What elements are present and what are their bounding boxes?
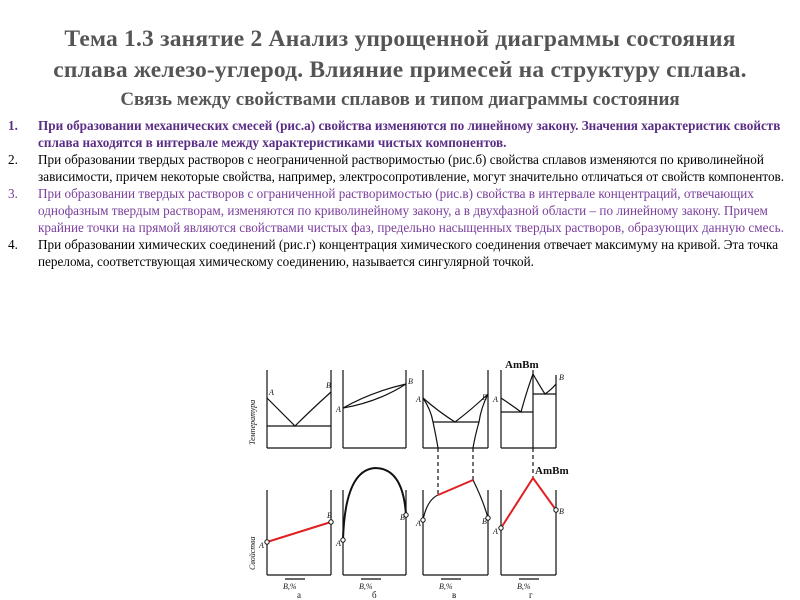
x-label-v: В,% <box>439 582 453 591</box>
label-a-1: A <box>269 388 274 397</box>
list-text-2: При образовании твердых растворов с неограниченной растворимостью (рис.б) свойства сплавов изменяются по криволинейной зависимости, причем некоторые свойства, например, электросопротивление, могут значительно отличаться от свойств компонентов. <box>38 152 785 184</box>
label-a-6: A <box>336 539 341 548</box>
diagram-v <box>423 370 488 575</box>
label-b-2: B <box>408 377 413 386</box>
label-b-7: B <box>482 517 487 526</box>
list-item-3 <box>8 185 792 236</box>
caption-v: в <box>452 590 457 600</box>
y-label-properties: Свойства <box>248 536 257 570</box>
diagram-b-solidus <box>343 384 406 408</box>
x-label-b: В,% <box>359 582 373 591</box>
list-number-1: 1. <box>8 118 18 133</box>
title-line-1: Тема 1.3 занятие 2 Анализ упрощенной диаграммы состояния <box>64 26 736 52</box>
compound-label-bottom: AmBm <box>535 465 569 477</box>
properties-list <box>8 117 792 270</box>
list-number-2: 2. <box>8 152 18 167</box>
compound-label-top: AmBm <box>505 359 539 371</box>
list-number-3: 3. <box>8 186 18 201</box>
diagram-v-property-line <box>438 480 473 495</box>
diagram-a-liquidus <box>267 392 331 426</box>
diagram-b-liquidus <box>343 384 406 408</box>
label-b-3: B <box>482 393 487 402</box>
diagram-b <box>343 370 406 575</box>
property-lines <box>267 478 556 542</box>
label-a-7: A <box>416 519 421 528</box>
label-a-5: A <box>259 541 264 550</box>
list-item-2 <box>8 151 792 185</box>
y-label-temperature: Температура <box>248 399 257 445</box>
label-b-6: B <box>400 513 405 522</box>
caption-a: а <box>297 590 301 600</box>
slide-title <box>0 24 800 86</box>
slide-subtitle: Связь между свойствами сплавов и типом диаграммы состояния <box>120 89 680 110</box>
label-b-1: B <box>326 381 331 390</box>
title-line-2: сплава железо-углерод. Влияние примесей на структуру сплава. <box>53 57 747 83</box>
x-label-a: В,% <box>283 582 297 591</box>
list-text-4: При образовании химических соединений (рис.г) концентрация химического соединения отвечает максимуму на кривой. Эта точка перелома, соответствующая химическому соединению, называется сингулярной точкой. <box>38 237 779 269</box>
phase-diagrams-svg <box>243 350 575 600</box>
label-a-2: A <box>336 405 341 414</box>
caption-b: б <box>372 590 377 600</box>
list-text-1: При образовании механических смесей (рис.а) свойства изменяются по линейному закону. Значения характеристик свойств сплава находятся в интервале между характеристиками чистых компонентов. <box>38 118 781 150</box>
diagram-g-property-line <box>501 478 556 528</box>
diagram-a <box>267 370 331 575</box>
label-a-3: A <box>416 395 421 404</box>
list-text-3: При образовании твердых растворов с ограниченной растворимостью (рис.в) свойства в интервале концентраций, отвечающих однофазным твердым растворам, изменяются по криволинейному закону, а в двухфазной области – по линейному закону. Причем крайние точки на прямой являются свойствами чистых фаз, предельно насыщенных твердых растворов, образующих данную смесь. <box>38 186 784 235</box>
property-points <box>265 508 558 544</box>
list-item-4 <box>8 236 792 270</box>
label-a-8: A <box>493 527 498 536</box>
label-b-4: B <box>559 373 564 382</box>
label-a-4: A <box>493 395 498 404</box>
list-number-4: 4. <box>8 237 18 252</box>
caption-g: г <box>529 590 533 600</box>
label-b-5: B <box>327 511 332 520</box>
x-label-g: В,% <box>517 582 531 591</box>
diagram-a-property-line <box>267 522 331 542</box>
list-item-1 <box>8 117 792 151</box>
diagram-b-property-curve <box>343 468 406 540</box>
phase-diagram-figure <box>243 350 575 600</box>
label-b-8: B <box>559 507 564 516</box>
